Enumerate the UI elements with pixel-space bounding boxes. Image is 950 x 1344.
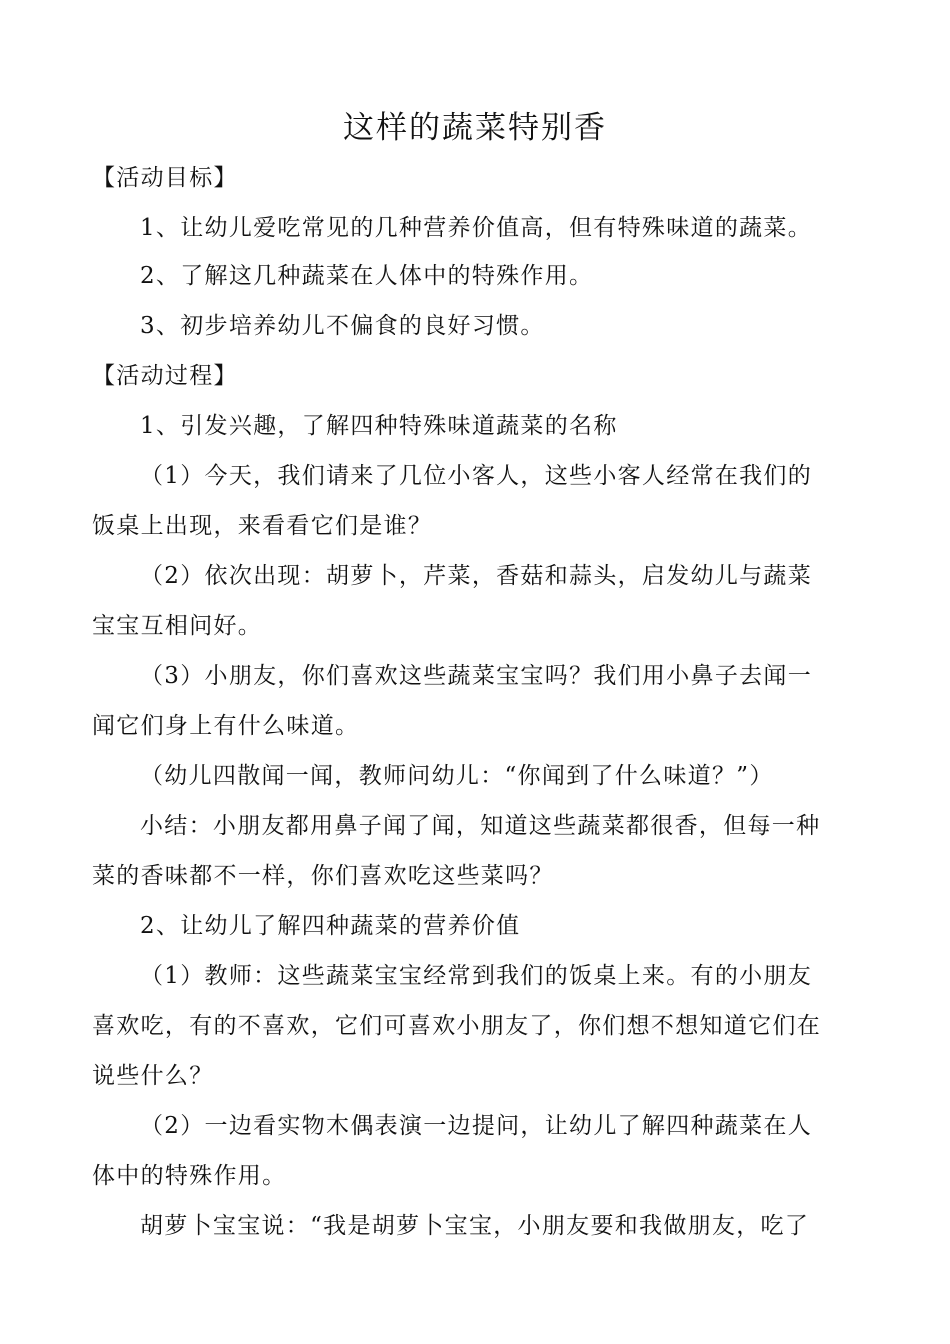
paragraph-line: （1）教师：这些蔬菜宝宝经常到我们的饭桌上来。有的小朋友: [140, 963, 813, 989]
paragraph-line: 宝宝互相问好。: [92, 613, 263, 639]
paragraph-line: 体中的特殊作用。: [92, 1163, 287, 1189]
paragraph-line: 饭桌上出现，来看看它们是谁？: [92, 513, 433, 539]
goal-item-3: 3、初步培养幼儿不偏食的良好习惯。: [140, 313, 545, 339]
paragraph-line: （2）一边看实物木偶表演一边提问，让幼儿了解四种蔬菜在人: [140, 1113, 813, 1139]
goal-item-2: 2、了解这几种蔬菜在人体中的特殊作用。: [140, 263, 594, 289]
goals-heading: 【活动目标】: [92, 165, 238, 191]
paragraph-line: （幼儿四散闻一闻，教师问幼儿：“你闻到了什么味道？”）: [140, 763, 774, 789]
document-title: 这样的蔬菜特别香: [343, 110, 607, 146]
paragraph-line: 闻它们身上有什么味道。: [92, 713, 360, 739]
paragraph-line: （2）依次出现：胡萝卜，芹菜，香菇和蒜头，启发幼儿与蔬菜: [140, 563, 813, 589]
goal-item-1: 1、让幼儿爱吃常见的几种营养价值高，但有特殊味道的蔬菜。: [140, 215, 813, 241]
summary-line: 小结：小朋友都用鼻子闻了闻，知道这些蔬菜都很香，但每一种: [140, 813, 821, 839]
paragraph-line: 说些什么？: [92, 1063, 214, 1089]
summary-line: 菜的香味都不一样，你们喜欢吃这些菜吗？: [92, 863, 554, 889]
paragraph-line: （1）今天，我们请来了几位小客人，这些小客人经常在我们的: [140, 463, 813, 489]
paragraph-line: 喜欢吃，有的不喜欢，它们可喜欢小朋友了，你们想不想知道它们在: [92, 1013, 821, 1039]
process-step-2-title: 2、让幼儿了解四种蔬菜的营养价值: [140, 913, 521, 939]
paragraph-line: （3）小朋友，你们喜欢这些蔬菜宝宝吗？我们用小鼻子去闻一: [140, 663, 813, 689]
process-step-1-title: 1、引发兴趣，了解四种特殊味道蔬菜的名称: [140, 413, 618, 439]
paragraph-line: 胡萝卜宝宝说：“我是胡萝卜宝宝，小朋友要和我做朋友，吃了: [140, 1213, 810, 1239]
process-heading: 【活动过程】: [92, 363, 238, 389]
